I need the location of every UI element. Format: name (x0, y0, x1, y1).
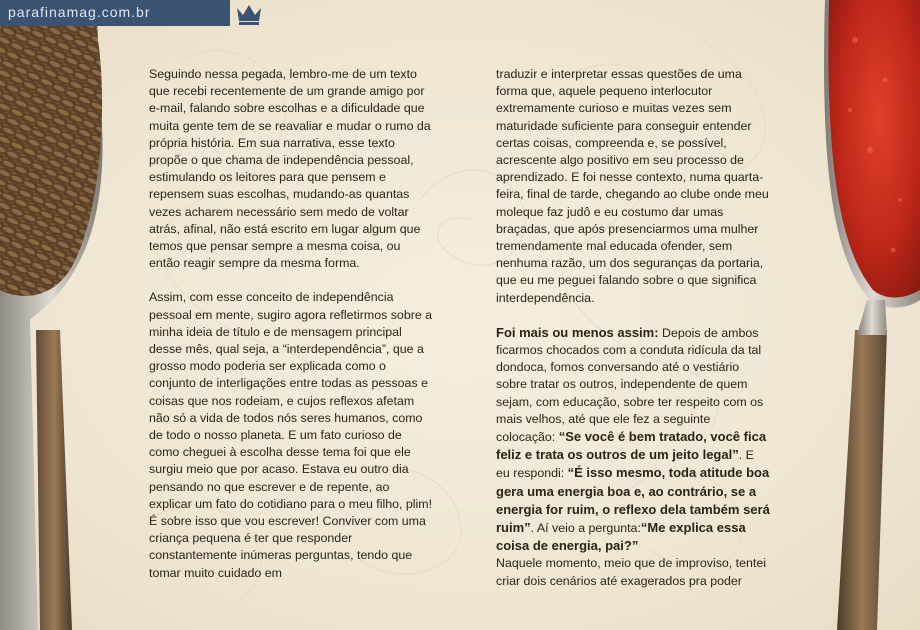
site-header-bar (0, 0, 230, 26)
crown-icon (234, 2, 264, 26)
quote: “Se você é bem tratado, você fica feliz e trata os outros de um jeito legal” (496, 429, 767, 463)
paprika-spoon-image (815, 0, 920, 630)
quote: “Me explica essa coisa de energia, pai?” (496, 520, 746, 554)
lead-in: Foi mais ou menos assim: (496, 324, 659, 340)
text-span: . E eu respondi: (496, 448, 754, 481)
cumin-spoon-image (0, 0, 110, 630)
article-column-left (149, 66, 434, 582)
paragraph: traduzir e interpretar essas questões de uma forma que, aquele pequeno interlocutor extremamente curioso e muitas vezes sem maturidade suficiente para conseguir entender certas coisas, compreenda e, se possível, acrescente algo positivo em seu processo de aprendizado. E foi nesse contexto, numa quarta-feira, final de tarde, chegando ao clube onde meu moleque faz judô e eu costumo dar umas braçadas, que após presenciarmos uma mulher tremendamente mal educada ofender, sem nenhuma razão, um dos seguranças da portaria, que eu me peguei falando sobre o que significa interdependência. (496, 67, 769, 305)
text-span: . Aí veio a pergunta: (530, 521, 641, 536)
site-url[interactable]: parafinamag.com.br (8, 4, 151, 20)
text-span: Depois de ambos ficarmos chocados com a conduta ridícula da tal dondoca, fomos conversando até o vestiário sobre tratar os outros, independente de quem sejam, com educação, sobre ter respeito com os mais velhos, até que ele fez a seguinte colocação: (496, 325, 764, 445)
paragraph: Seguindo nessa pegada, lembro-me de um texto que recebi recentemente de um grande amigo por e-mail, falando sobre escolhas e a dificuldade que muita gente tem de se reavaliar e mudar o rumo da própria história. Em sua narrativa, esse texto propõe o que chama de independência pessoal, estimulando os leitores para que pensem e repensem suas escolhas, mudando-as quantas vezes acharem necessário sem medo de voltar atrás, afinal, não está escrito em lugar algum que temos que pensar sempre a mesma coisa, ou então reagir sempre da mesma forma. (149, 67, 431, 271)
paragraph: Naquele momento, meio que de improviso, tentei criar dois cenários até exagerados pra poder (496, 556, 766, 588)
quote: “É isso mesmo, toda atitude boa gera uma energia boa e, ao contrário, se a energia for ruim, o reflexo dela também será ruim” (496, 465, 770, 536)
paragraph: Assim, com esse conceito de independência pessoal em mente, sugiro agora refletirmos sobre a minha ideia de título e de mensagem principal desse mês, qual seja, a “interdependência”, que a grosso modo poderia ser explicada como o conjunto de interligações entre todas as pessoas e coisas que nos rodeiam, e cujos reflexos afetam não só a vida de todos nós seres humanos, como de todo o nosso planeta. E um fato curioso de como cheguei à escolha desse tema foi que ele surgiu meio que por acaso. Estava eu outro dia pensando no que escrever e de repente, ao explicar um fato do cotidiano para o meu filho, plim! É sobre isso que vou escrever! Conviver com uma criança pequena é ter que responder constantemente inúmeras perguntas, tendo que tomar muito cuidado em (149, 290, 433, 580)
dialogue-paragraph (496, 324, 771, 556)
article-column-right (496, 66, 771, 590)
